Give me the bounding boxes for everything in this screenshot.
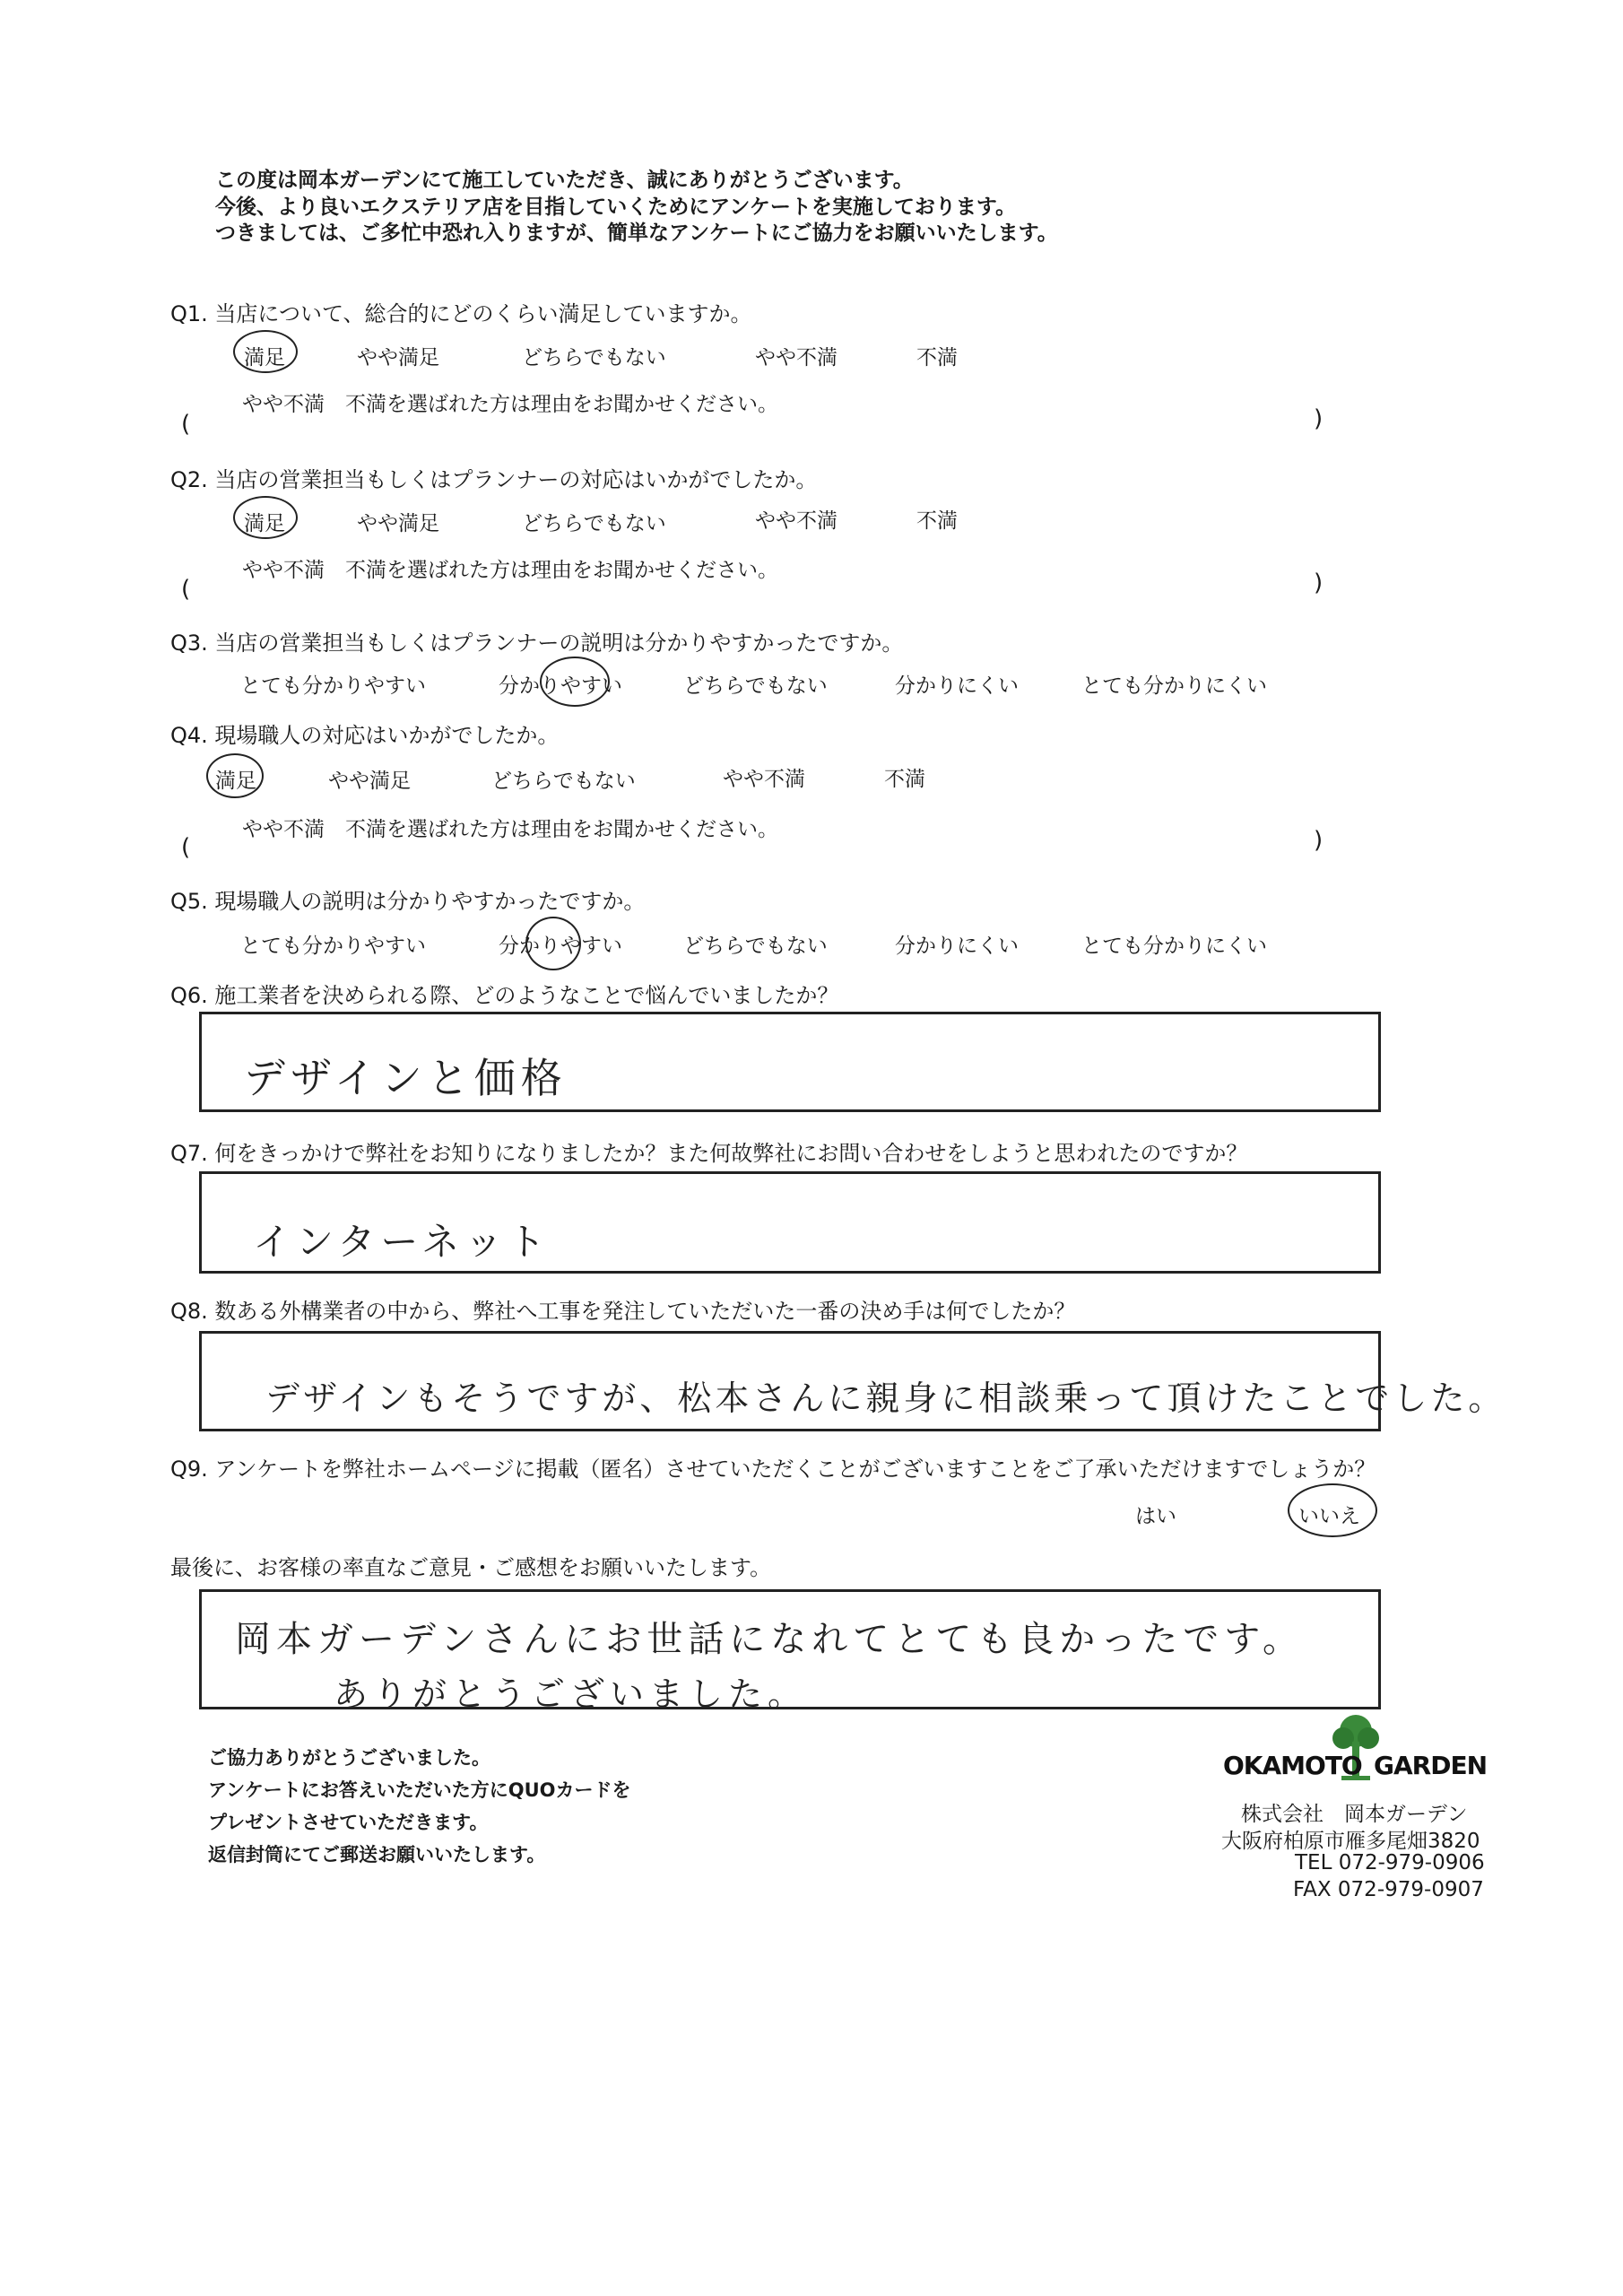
q4-reason-open-paren: (	[181, 834, 191, 861]
question-1: Q1. 当店について、総合的にどのくらい満足していますか。	[170, 301, 752, 326]
final-comment-prompt: 最後に、お客様の率直なご意見・ご感想をお願いいたします。	[170, 1555, 772, 1580]
q9-option-yes[interactable]: はい	[1135, 1505, 1176, 1528]
q1-option-somewhat-satisfied[interactable]: やや満足	[357, 346, 439, 370]
question-8: Q8. 数ある外構業者の中から、弊社へ工事を発注していただいた一番の決め手は何でしたか？	[170, 1299, 1076, 1324]
q4-reason-close-paren: )	[1314, 827, 1324, 854]
q1-option-somewhat-dissatisfied[interactable]: やや不満	[755, 346, 838, 370]
q8-answer-text: デザインもそうですが、松本さんに親身に相談乗って頂けたことでした。	[265, 1378, 1506, 1418]
q5-option-very-unclear[interactable]: とても分かりにくい	[1081, 935, 1267, 958]
q4-reason-prompt: やや不満 不満を選ばれた方は理由をお聞かせください。	[242, 818, 778, 841]
q3-option-very-unclear[interactable]: とても分かりにくい	[1081, 674, 1267, 698]
final-comment-line-1: 岡本ガーデンさんにお世話になれてとても良かったです。	[235, 1619, 1304, 1660]
q2-option-satisfied[interactable]: 満足	[244, 512, 285, 535]
q2-option-neutral[interactable]: どちらでもない	[522, 512, 666, 535]
q2-option-dissatisfied[interactable]: 不満	[916, 509, 958, 533]
company-fax: FAX 072-979-0907	[1293, 1878, 1484, 1901]
q2-reason-close-paren: )	[1314, 570, 1324, 596]
q2-option-somewhat-dissatisfied[interactable]: やや不満	[755, 509, 838, 533]
q2-reason-prompt: やや不満 不満を選ばれた方は理由をお聞かせください。	[242, 559, 778, 582]
q1-reason-close-paren: )	[1314, 405, 1324, 432]
question-6: Q6. 施工業者を決められる際、どのようなことで悩んでいましたか？	[170, 983, 839, 1008]
final-comment-line-2: ありがとうございました。	[334, 1674, 808, 1714]
intro-line-3: つきましては、ご多忙中恐れ入りますが、簡単なアンケートにご協力をお願いいたします。	[215, 222, 1058, 245]
company-address: 大阪府柏原市雁多尾畑3820	[1221, 1830, 1480, 1853]
q3-option-unclear[interactable]: 分かりにくい	[895, 674, 1019, 698]
logo-text-left: OKAMOTO	[1223, 1751, 1362, 1780]
q4-option-dissatisfied[interactable]: 不満	[884, 768, 925, 791]
question-9: Q9. アンケートを弊社ホームページに掲載（匿名）させていただくことがございますことをご了承いただけますでしょうか？	[170, 1457, 1376, 1482]
q1-option-neutral[interactable]: どちらでもない	[522, 346, 666, 370]
q7-answer-text: インターネット	[253, 1220, 551, 1264]
q1-option-dissatisfied[interactable]: 不満	[916, 346, 958, 370]
q5-option-unclear[interactable]: 分かりにくい	[895, 935, 1019, 958]
q9-option-no[interactable]: いいえ	[1298, 1505, 1360, 1528]
question-5: Q5. 現場職人の説明は分かりやすかったですか。	[170, 889, 646, 914]
question-2: Q2. 当店の営業担当もしくはプランナーの対応はいかがでしたか。	[170, 467, 818, 492]
question-7: Q7. 何をきっかけで弊社をお知りになりましたか？また何故弊社にお問い合わせをしようと思われたのですか？	[170, 1141, 1248, 1166]
q3-option-clear[interactable]: 分かりやすい	[499, 674, 622, 698]
q1-reason-prompt: やや不満 不満を選ばれた方は理由をお聞かせください。	[242, 393, 778, 416]
q3-option-neutral[interactable]: どちらでもない	[683, 674, 828, 698]
intro-line-1: この度は岡本ガーデンにて施工していただき、誠にありがとうございます。	[215, 169, 914, 192]
footer-note-2: アンケートにお答えいただいた方にQUOカードを	[208, 1779, 631, 1801]
q5-option-clear[interactable]: 分かりやすい	[499, 935, 622, 958]
logo-text-right: GARDEN	[1374, 1751, 1488, 1780]
footer-note-3: プレゼントさせていただきます。	[208, 1812, 489, 1833]
company-tel: TEL 072-979-0906	[1295, 1851, 1485, 1874]
q4-option-somewhat-satisfied[interactable]: やや満足	[328, 770, 411, 793]
q6-answer-text: デザインと価格	[244, 1054, 568, 1102]
intro-line-2: 今後、より良いエクステリア店を目指していくためにアンケートを実施しております。	[215, 196, 1017, 219]
q2-reason-open-paren: (	[181, 576, 191, 603]
q3-option-very-clear[interactable]: とても分かりやすい	[240, 674, 426, 698]
q4-option-neutral[interactable]: どちらでもない	[491, 770, 636, 793]
company-name: 株式会社 岡本ガーデン	[1241, 1803, 1468, 1826]
q1-option-satisfied[interactable]: 満足	[244, 346, 285, 370]
question-3: Q3. 当店の営業担当もしくはプランナーの説明は分かりやすかったですか。	[170, 631, 904, 656]
footer-note-1: ご協力ありがとうございました。	[208, 1747, 490, 1769]
question-4: Q4. 現場職人の対応はいかがでしたか。	[170, 723, 560, 748]
q1-reason-open-paren: (	[181, 411, 191, 438]
q4-option-somewhat-dissatisfied[interactable]: やや不満	[723, 768, 805, 791]
footer-note-4: 返信封筒にてご郵送お願いいたします。	[208, 1844, 546, 1866]
q4-option-satisfied[interactable]: 満足	[215, 770, 256, 793]
q5-option-neutral[interactable]: どちらでもない	[683, 935, 828, 958]
q2-option-somewhat-satisfied[interactable]: やや満足	[357, 512, 439, 535]
okamoto-garden-logo	[1221, 1711, 1490, 1783]
q5-option-very-clear[interactable]: とても分かりやすい	[240, 935, 426, 958]
